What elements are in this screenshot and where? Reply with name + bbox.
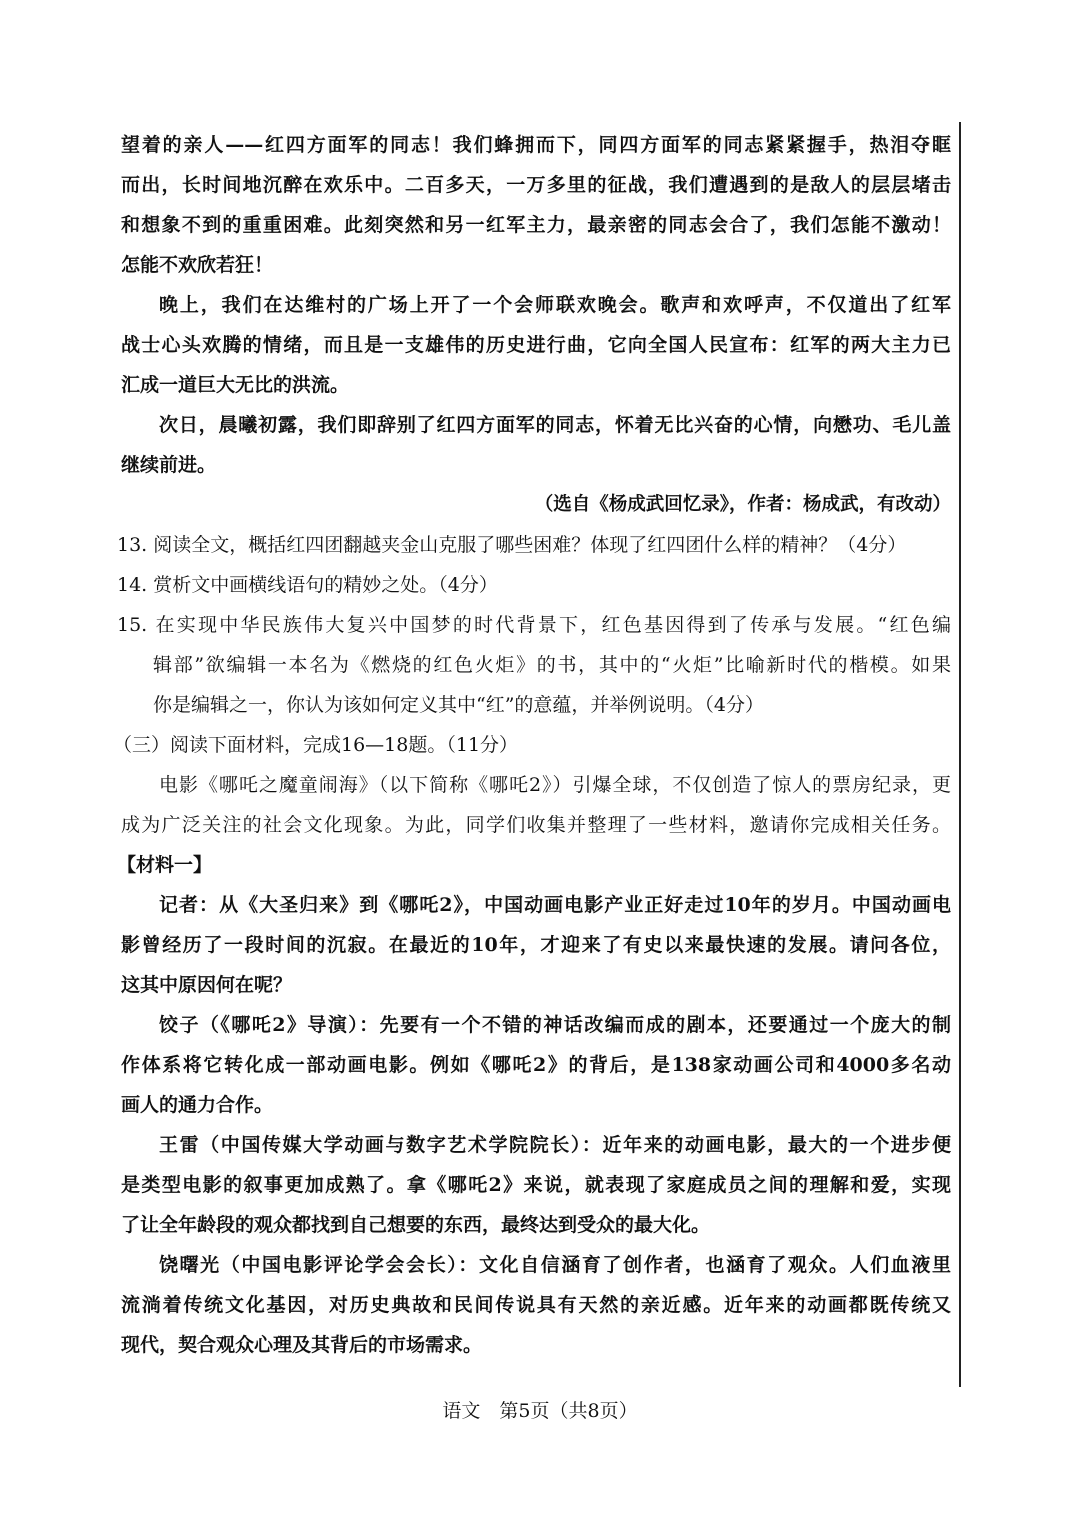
text-line: 而出，长时间地沉醉在欢乐中。二百多天，一万多里的征战，我们遭遇到的是敌人的层层堵击 — [121, 174, 951, 196]
text-line: 饺子（《哪吒2》导演）：先要有一个不错的神话改编而成的剧本，还要通过一个庞大的制 — [159, 1014, 951, 1036]
source-citation: （选自《杨成武回忆录》，作者：杨成武，有改动） — [534, 494, 951, 515]
question-15-line: 你是编辑之一，你认为该如何定义其中“红”的意蕴，并举例说明。（4分） — [153, 694, 765, 716]
story-paragraph-1 — [121, 125, 951, 285]
story-paragraph-3 — [121, 405, 951, 485]
text-line: 电影《哪吒之魔童闹海》（以下简称《哪吒2》）引爆全球，不仅创造了惊人的票房纪录，更 — [159, 774, 951, 796]
text-line: 和想象不到的重重困难。此刻突然和另一红军主力，最亲密的同志会合了，我们怎能不激动！ — [121, 214, 951, 236]
page-content — [113, 125, 951, 1365]
text-line: 继续前进。 — [121, 454, 217, 476]
text-line: 怎能不欢欣若狂！ — [121, 254, 274, 276]
material-1-jiaozi — [121, 1005, 951, 1125]
question-14: 14. 赏析文中画横线语句的精妙之处。（4分） — [117, 574, 498, 596]
text-line: 作体系将它转化成一部动画电影。例如《哪吒2》的背后，是138家动画公司和4000多名动 — [121, 1054, 951, 1076]
text-line: 是类型电影的叙事更加成熟了。拿《哪吒2》来说，就表现了家庭成员之间的理解和爱，实现 — [121, 1174, 951, 1196]
text-line: 望着的亲人——红四方面军的同志！我们蜂拥而下，同四方面军的同志紧紧握手，热泪夺眶 — [121, 134, 951, 156]
material-1-wanglei — [121, 1125, 951, 1245]
text-line: 影曾经历了一段时间的沉寂。在最近的10年，才迎来了有史以来最快速的发展。请问各位， — [121, 934, 951, 956]
text-line: 画人的通力合作。 — [121, 1094, 274, 1116]
text-line: 现代，契合观众心理及其背后的市场需求。 — [121, 1334, 483, 1356]
text-line: 流淌着传统文化基因，对历史典故和民间传说具有天然的亲近感。近年来的动画都既传统又 — [121, 1294, 951, 1316]
section-3-intro — [121, 765, 951, 845]
text-line: 成为广泛关注的社会文化现象。为此，同学们收集并整理了一些材料，邀请你完成相关任务。 — [121, 814, 951, 836]
material-1-reporter — [121, 885, 951, 1005]
text-line: 次日，晨曦初露，我们即辞别了红四方面军的同志，怀着无比兴奋的心情，向懋功、毛儿盖 — [159, 414, 951, 436]
story-paragraph-2 — [121, 285, 951, 405]
material-1-label: 【材料一】 — [117, 854, 213, 876]
margin-rule — [959, 122, 961, 1387]
text-line: 记者：从《大圣归来》到《哪吒2》，中国动画电影产业正好走过10年的岁月。中国动画电 — [159, 894, 951, 916]
question-15-line: 15. 在实现中华民族伟大复兴中国梦的时代背景下，红色基因得到了传承与发展。“红色编 — [117, 614, 951, 636]
text-line: 了让全年龄段的观众都找到自己想要的东西，最终达到受众的最大化。 — [121, 1214, 711, 1236]
text-line: 饶曙光（中国电影评论学会会长）：文化自信涵育了创作者，也涵育了观众。人们血液里 — [159, 1254, 951, 1276]
question-list — [117, 525, 951, 725]
text-line: 王雷（中国传媒大学动画与数字艺术学院院长）：近年来的动画电影，最大的一个进步便 — [159, 1134, 951, 1156]
section-3-heading: （三）阅读下面材料，完成16—18题。（11分） — [113, 734, 519, 756]
question-15-line: 辑部”欲编辑一本名为《燃烧的红色火炬》的书，其中的“火炬”比喻新时代的楷模。如果 — [153, 654, 951, 676]
page-footer: 语文 第5页（共8页） — [442, 1400, 638, 1422]
question-13: 13. 阅读全文，概括红四团翻越夹金山克服了哪些困难？体现了红四团什么样的精神？（4分） — [117, 534, 907, 556]
text-line: 汇成一道巨大无比的洪流。 — [121, 374, 350, 396]
text-line: 晚上，我们在达维村的广场上开了一个会师联欢晚会。歌声和欢呼声，不仅道出了红军 — [159, 294, 951, 316]
text-line: 这其中原因何在呢？ — [121, 974, 293, 996]
material-1-raoshuguang — [121, 1245, 951, 1365]
text-line: 战士心头欢腾的情绪，而且是一支雄伟的历史进行曲，它向全国人民宣布：红军的两大主力已 — [121, 334, 951, 356]
